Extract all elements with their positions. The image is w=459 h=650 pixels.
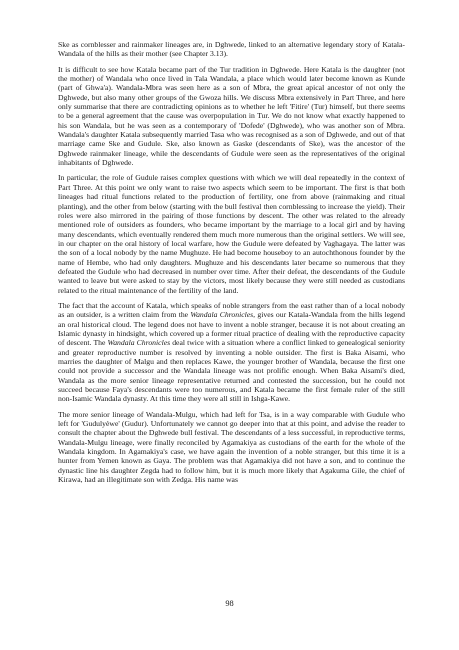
- italic-text: Wandala Chronicles: [190, 310, 254, 320]
- text-run: The more senior lineage of Wandala-Mulgu, which had left for Tsa, is in a way comparable with Gudule who left for 'Gudulyèwe' (Gudur). Unfortunately we cannot go deeper into that at this point, and advise the reader to consult the chapter about the Dghwede bull festival. The descendants of a less successful, in reproductive terms, Wandala-Mulgu lineage, were finally reconciled by Agamakiya as custodians of the earth for the whole of the Wandala kingdom. In Agamakiya's case, we have again the invention of a noble stranger, but this time it is a hunter from Yemen known as Gaya. The problem was that Agamakiya did not have a son, and to continue the dynastic line his daughter Zegda had to follow him, but it is much more likely that Agakuma Gile, the chief of Kirawa, had an illegitimate son with Zedga. His name was: [58, 409, 405, 485]
- text-run: Ske as cornblesser and rainmaker lineages are, in Dghwede, linked to an alternative legendary story of Katala-Wandala of the hills as their mother (see Chapter 3.13).: [58, 40, 405, 59]
- italic-text: Wandala Chronicles: [107, 338, 171, 348]
- page-number: 98: [225, 599, 234, 608]
- text-run: The fact that the account of Katala, which speaks of noble strangers from the east rather than of a local nobody as an outsider, is a written claim from the: [58, 300, 405, 320]
- paragraph-5: [58, 410, 405, 485]
- text-run: deal twice with a situation where a conflict linked to genealogical seniority and greater reproductive number is resolved by inventing a noble outsider. The first is Baka Aisami, who marries the daughter of Malgu and then replaces Kawe, the younger brother of Wandala, because the first one could not provide a successor and the Wandala lineage was not prolific enough. When Baka Aisami's died, Wandala as the more senior lineage representative returned and contested the succession, but he could not succeed because Faya's descendants were too numerous, and Katala became the first female ruler of the still non-Isamic Wandala dynasty. At this time they were all still in Ishga-Kawe.: [58, 338, 405, 404]
- paragraph-2: [58, 65, 405, 168]
- text-run: It is difficult to see how Katala became part of the Tur tradition in Dghwede. Here Katala is the daughter (not the mother) of Wandala who once lived in Tala Wandala, a place which would later become known as Kunde (part of Ghwa'a). Wandala-Mbra was seen here as a son of Mbra, the great apical ancestor of not only the Dghwede, but also many other groups of the Gwoza hills. We discuss Mbra extensively in Part Three, and here only summarise that there are contradicting opinions as to whether he left 'Fitire' (Tur) himself, but there seems to be a general agreement that the cause was overpopulation in Tur. We do not know what exactly happened to his son Wandala, but he was seen as a contemporary of 'Dofede' (Dghwede), who was another son of Mbra. Wandala's daughter Katala subsequently married Tasa who was recognised as a son of Dghwede, and out of that marriage came Ske and Gudule. Ske, also known as Gaske (descendants of Ske), was the ancestor of the Dghwede rainmaker lineage, while the descendants of Gudule were seen as the representatives of the original inhabitants of Dghwede.: [58, 64, 405, 168]
- paragraph-1: [58, 40, 405, 59]
- document-page: [58, 40, 405, 490]
- text-run: , gives our Katala-Wandala from the hills legend an oral historical cloud. The legend does not have to invent a noble stranger, because it is not about creating an Islamic dynasty in hindsight, which covered up a former ritual practice of dealing with the reproductive capacity of descent. The: [58, 310, 405, 348]
- paragraph-3: [58, 173, 405, 294]
- text-run: In particular, the role of Gudule raises complex questions with which we will deal repeatedly in the context of Part Three. At this point we only want to raise two aspects which seem to be important. The first is that both lineages had ritual functions related to the production of fertility, one from above (rainmaking and ritual planting), and the other from below (starting with the bull festival then cornblessing to increase the yield). Their roles were also mirrored in the pairing of those functions by descent. The other was related to the already mentioned role of outsiders as founders, who became important by the marriage to a local girl and by having many descendants, which eventually rendered them much more numerous than the original settlers. We will see, in our chapter on the oral history of local warfare, how the Gudule were defeated by Vaghagaya. The latter was the son of a local nobody by the name Mughuze. He had become houseboy to an autochthonous founder by the name of Hembe, who had only daughters. Mughuze and his descendants later became so numerous that they defeated the Gudule who had decreased in number over time. After their defeat, the descendants of the Gudule wanted to leave but were asked to stay by the victors, most likely because they were still needed as custodians related to the ritual maintenance of the fertility of the land.: [58, 173, 405, 295]
- paragraph-4: [58, 301, 405, 404]
